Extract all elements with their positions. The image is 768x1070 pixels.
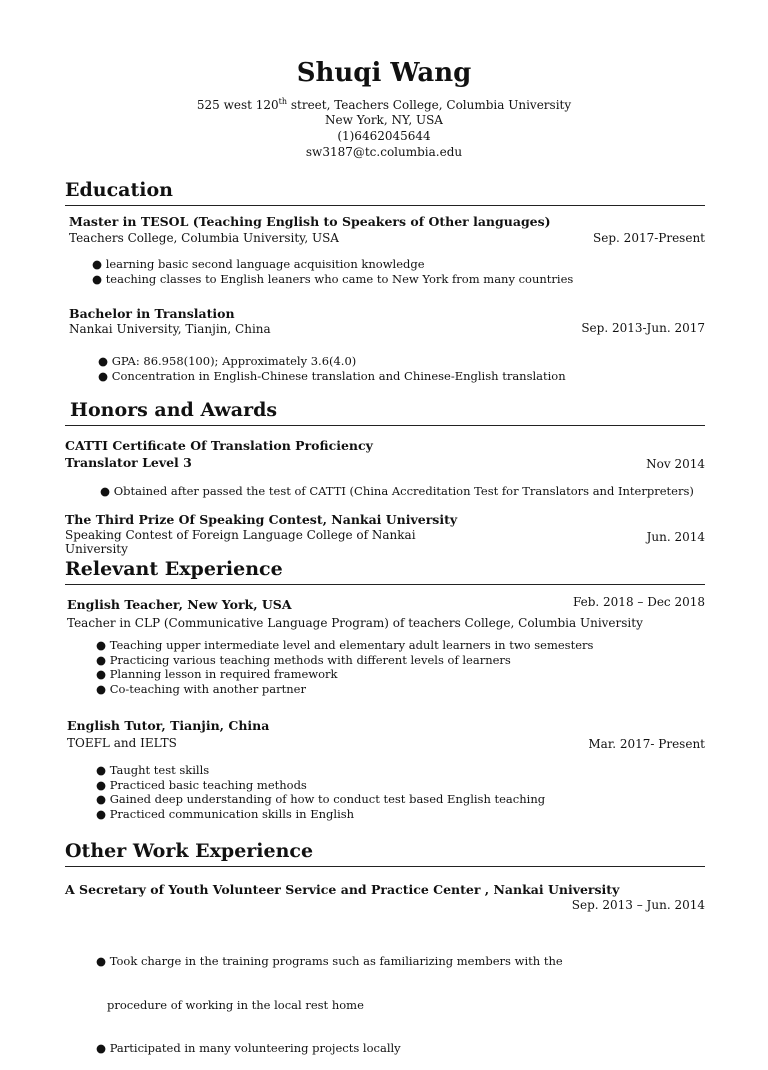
entry-title: CATTI Certificate Of Translation Proficiency [65,438,373,453]
bullet-list [100,484,694,499]
entry-subtitle: Speaking Contest of Foreign Language College of Nankai [65,528,416,542]
contact-address: 525 west 120th street, Teachers College, Columbia University [196,97,572,112]
contact-email: sw3187@tc.columbia.edu [305,145,463,159]
section-heading-experience: Relevant Experience [65,558,283,580]
entry-title: The Third Prize Of Speaking Contest, Nankai University [65,512,458,527]
section-heading-honors: Honors and Awards [70,399,278,421]
bullet-list [96,925,563,1070]
list-item: ● Participated in many volunteering projects locally [96,1041,401,1055]
bullet-list [92,257,573,286]
list-item: ● Practiced basic teaching methods [96,777,307,792]
list-item: ● Taught test skills [96,763,210,777]
bullet-list [98,354,566,383]
section-divider [65,584,705,585]
bullet-list [96,638,593,696]
list-item: ● learning basic second language acquisition knowledge [92,257,425,271]
entry-subtitle: Teacher in CLP (Communicative Language Program) of teachers College, Columbia University [67,616,643,630]
entry-title: Master in TESOL (Teaching English to Speakers of Other languages) [69,214,551,229]
bullet-list [96,763,545,821]
list-item: procedure of working in the local rest home [96,997,364,1012]
list-item: ● Co-teaching with another partner [96,681,306,696]
list-item: ● Gained deep understanding of how to conduct test based English teaching [96,792,546,806]
section-heading-other: Other Work Experience [65,840,314,862]
list-item: ● Obtained after passed the test of CATTI (China Accreditation Test for Translators and Interpreters) [100,484,694,498]
entry-title-line2: Translator Level 3 [65,455,192,470]
entry-date: Sep. 2013 – Jun. 2014 [571,898,705,912]
entry-institution: Teachers College, Columbia University, USA [69,231,339,245]
contact-city: New York, NY, USA [325,113,443,127]
list-item: ● teaching classes to English leaners who came to New York from many countries [92,271,574,286]
list-item: ● Concentration in English-Chinese translation and Chinese-English translation [98,368,566,383]
list-item: ● Practiced communication skills in English [96,806,355,821]
entry-date: Sep. 2017-Present [593,231,705,245]
list-item: ● Took charge in the training programs such as familiarizing members with the [96,954,563,968]
contact-phone: (1)6462045644 [337,129,431,143]
entry-date: Sep. 2013-Jun. 2017 [581,321,705,335]
entry-title: Bachelor in Translation [69,306,235,321]
entry-subtitle: TOEFL and IELTS [67,736,177,750]
section-divider [65,866,705,867]
list-item: ● Teaching upper intermediate level and elementary adult learners in two semesters [96,638,594,652]
list-item: ● GPA: 86.958(100); Approximately 3.6(4.0) [98,354,357,368]
entry-date: Nov 2014 [646,457,705,471]
list-item: ● Planning lesson in required framework [96,667,338,681]
section-heading-education: Education [65,179,173,201]
entry-date: Feb. 2018 – Dec 2018 [572,595,705,609]
section-divider [65,205,705,206]
entry-date: Mar. 2017- Present [588,737,705,751]
entry-date: Jun. 2014 [646,530,705,544]
entry-institution: Nankai University, Tianjin, China [69,322,271,336]
list-item: ● Practicing various teaching methods with different levels of learners [96,652,511,667]
resume-name: Shuqi Wang [296,58,472,88]
entry-title: English Teacher, New York, USA [67,597,292,612]
entry-title: English Tutor, Tianjin, China [67,718,270,733]
entry-title: A Secretary of Youth Volunteer Service and Practice Center , Nankai University [65,882,620,897]
entry-subtitle-line2: University [65,542,128,556]
section-divider [65,425,705,426]
